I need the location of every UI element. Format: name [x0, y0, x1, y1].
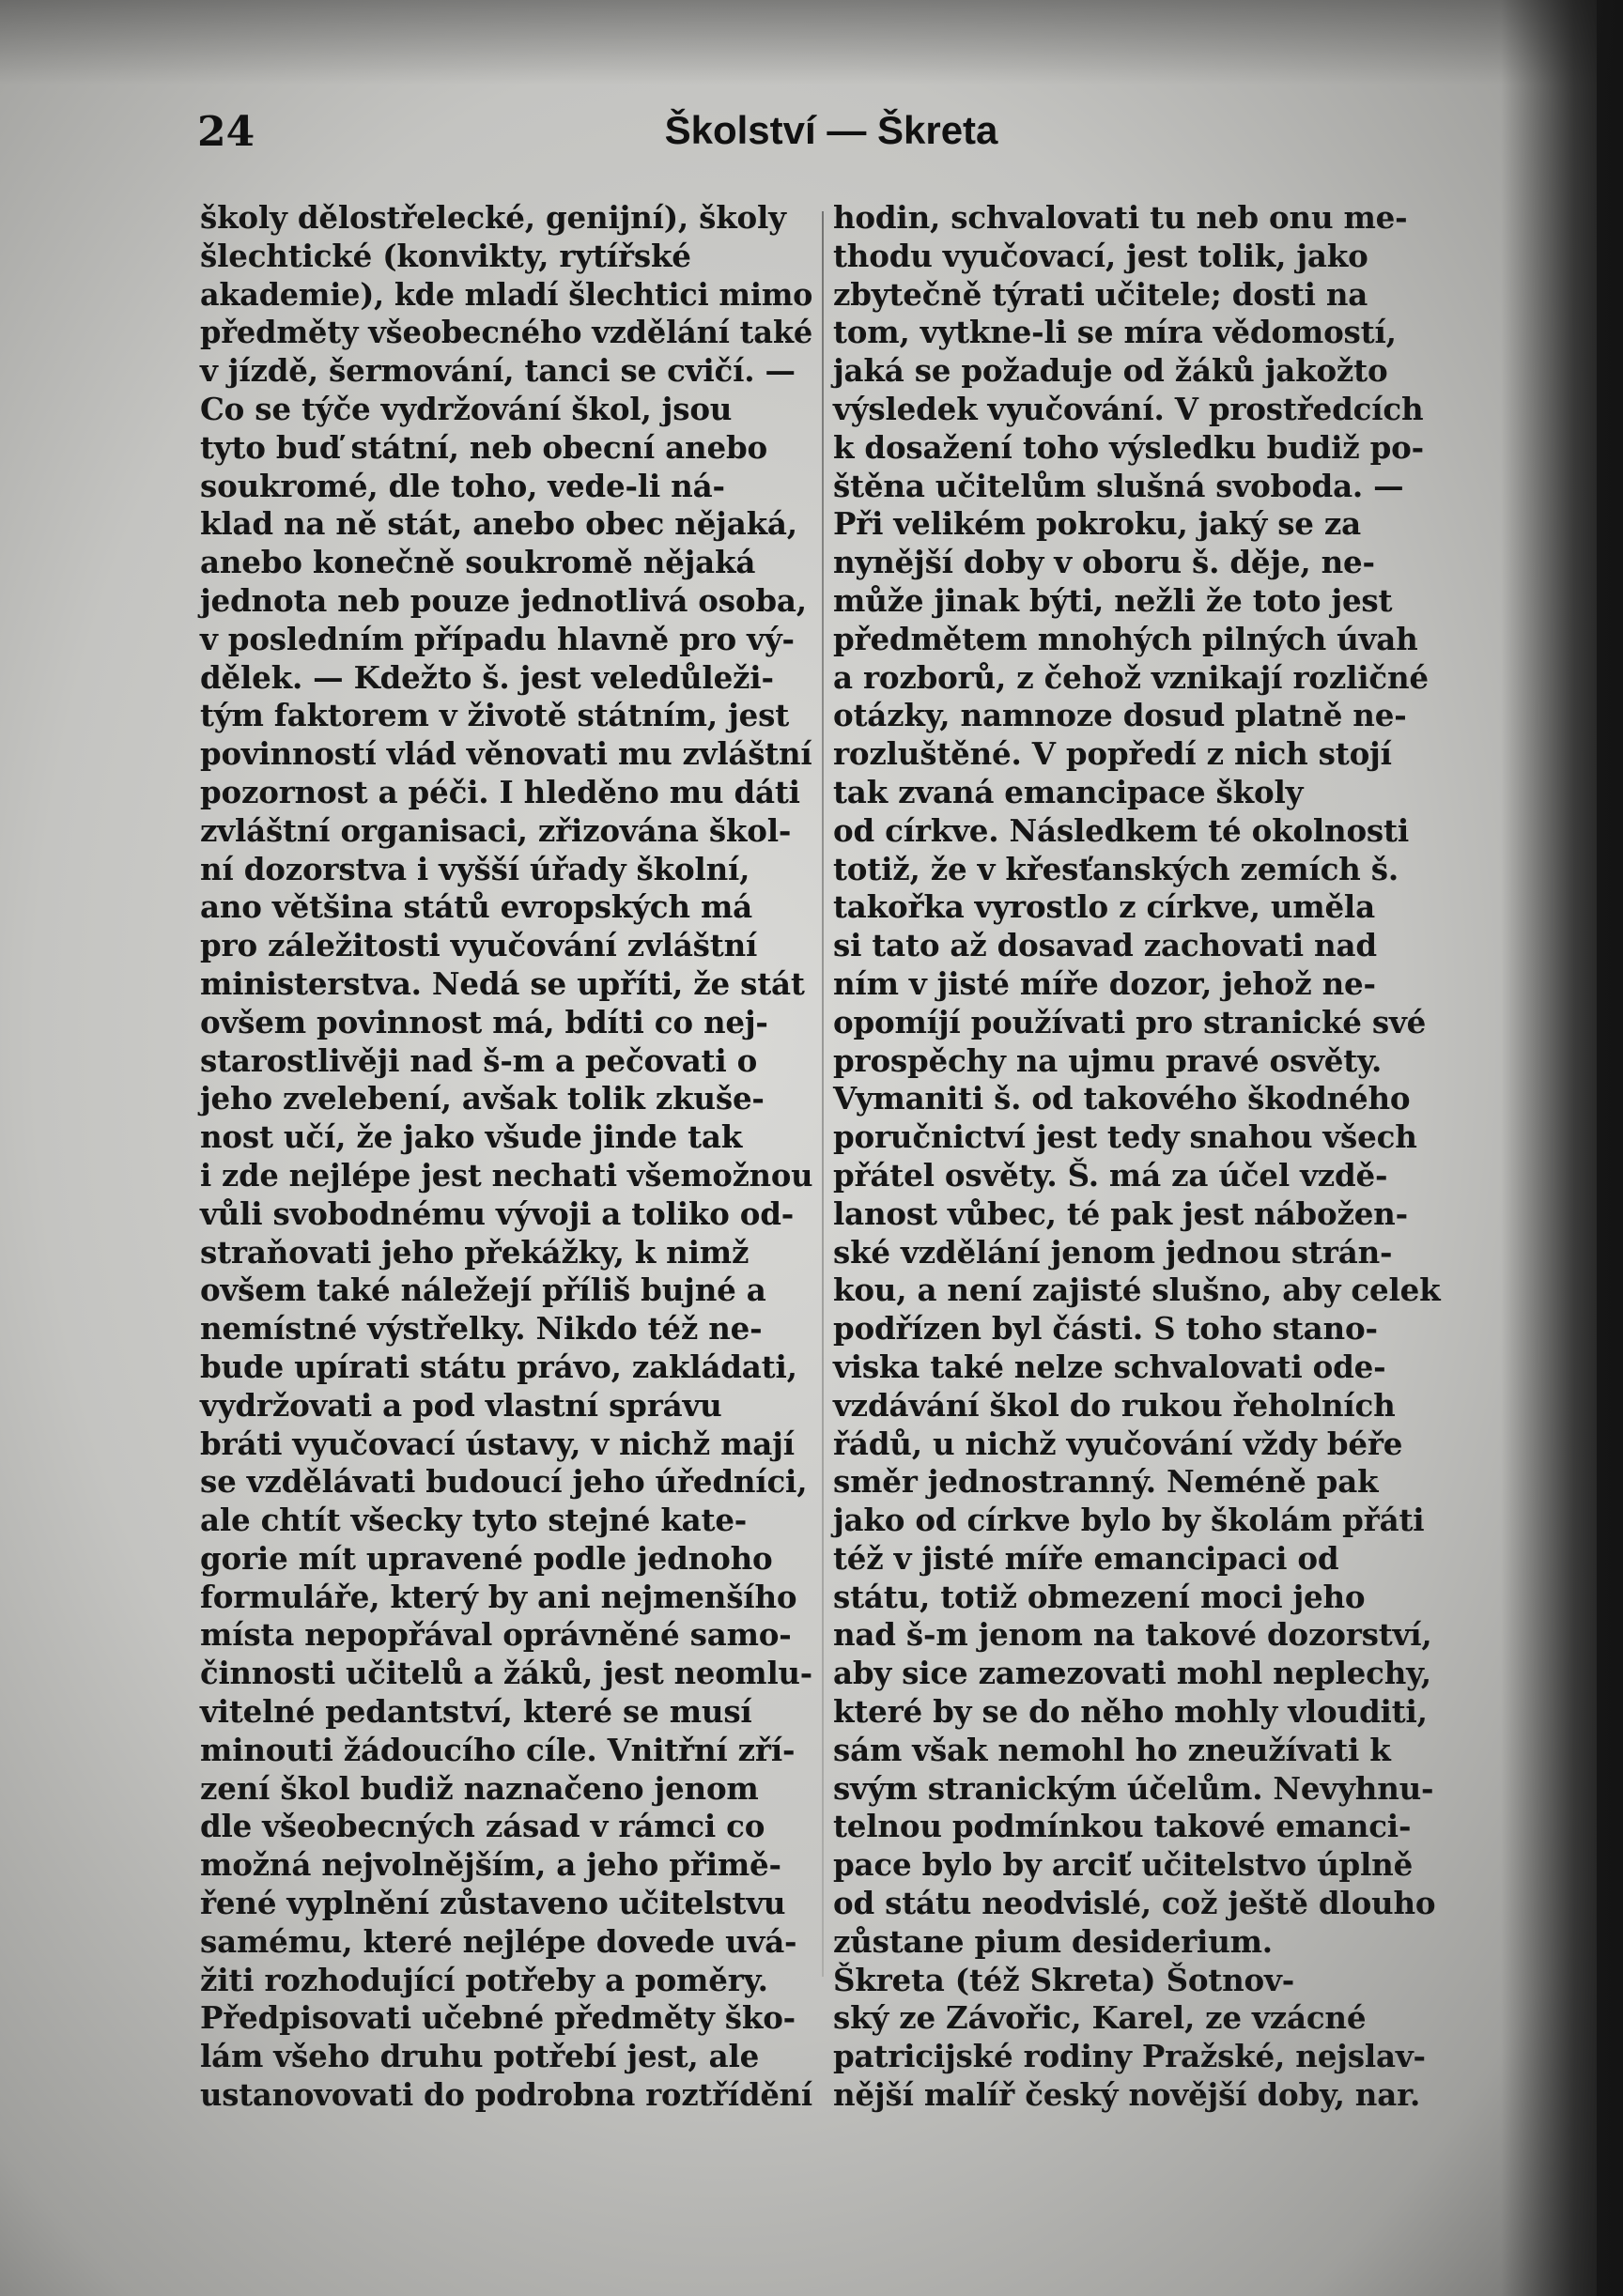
text-line: od církve. Následkem té okolnosti	[833, 811, 1409, 849]
text-line: soukromé, dle toho, vede-li ná-	[200, 467, 725, 504]
text-line: zbytečně týrati učitele; dosti na	[833, 275, 1368, 313]
text-line: jaká se požaduje od žáků jakožto	[833, 352, 1388, 390]
text-line: činnosti učitelů a žáků, jest neomlu-	[200, 1655, 812, 1692]
text-line: zůstane pium desiderium.	[833, 1922, 1273, 1960]
text-line: žiti rozhodující potřeby a poměry.	[200, 1961, 768, 1998]
text-line: i zde nejlépe jest nechati všemožnou	[200, 1156, 813, 1194]
text-line: jeho zvelebení, avšak tolik zkuše-	[200, 1080, 765, 1117]
text-line: zení škol budiž naznačeno jenom	[200, 1769, 759, 1807]
text-line: jako od církve bylo by školám přáti	[833, 1502, 1425, 1539]
text-line: Při velikém pokroku, jaký se za	[833, 505, 1362, 543]
text-line: státu, totiž obmezení moci jeho	[833, 1578, 1366, 1615]
text-line: jednota neb pouze jednotlivá osoba,	[200, 581, 807, 619]
text-line: otázky, namnoze dosud platně ne-	[833, 697, 1407, 734]
text-line: směr jednostranný. Neméně pak	[833, 1463, 1379, 1501]
text-line: štěna učitelům slušná svoboda. —	[833, 467, 1404, 504]
text-line: vitelné pedantství, které se musí	[200, 1693, 752, 1731]
text-line: možná nejvolnějším, a jeho přimě-	[200, 1846, 781, 1884]
text-line: lám všeho druhu potřebí jest, ale	[200, 2038, 760, 2075]
text-line: prospěchy na ujmu pravé osvěty.	[833, 1041, 1383, 1079]
right-text-column	[833, 199, 1442, 2115]
text-line: gorie mít upravené podle jednoho	[200, 1539, 773, 1577]
text-line: nad š-m jenom na takové dozorství,	[833, 1616, 1432, 1654]
text-line: ní dozorstva i vyšší úřady školní,	[200, 850, 750, 887]
text-line: straňovati jeho překážky, k nimž	[200, 1233, 750, 1271]
text-line: předmětem mnohých pilných úvah	[833, 620, 1418, 657]
text-line: svým stranickým účelům. Nevyhnu-	[833, 1769, 1434, 1807]
text-line: klad na ně stát, anebo obec nějaká,	[200, 505, 797, 543]
page-shadow-top	[0, 0, 1623, 85]
text-line: ské vzdělání jenom jednou strán-	[833, 1233, 1393, 1271]
text-line: bráti vyučovací ústavy, v nichž mají	[200, 1425, 795, 1462]
text-line: pace bylo by arciť učitelstvo úplně	[833, 1846, 1414, 1884]
text-line: vzdávání škol do rukou řeholních	[833, 1386, 1396, 1424]
text-line: ale chtít všecky tyto stejné kate-	[200, 1502, 748, 1539]
text-line: vydržovati a pod vlastní správu	[200, 1386, 722, 1424]
text-line: si tato až dosavad zachovati nad	[833, 927, 1377, 964]
text-line: poručnictví jest tedy snahou všech	[833, 1118, 1417, 1156]
text-line: nější malíř český novější doby, nar.	[833, 2076, 1421, 2114]
text-line: též v jisté míře emancipaci od	[833, 1539, 1339, 1577]
text-line: Vymaniti š. od takového škodného	[833, 1080, 1411, 1117]
page-number: 24	[197, 108, 255, 156]
text-line: bude upírati státu právo, zakládati,	[200, 1348, 797, 1385]
text-line: takořka vyrostlo z církve, uměla	[833, 888, 1375, 926]
text-line: a rozborů, z čehož vznikají rozličné	[833, 658, 1429, 696]
text-line: řádů, u nichž vyučování vždy béře	[833, 1425, 1403, 1462]
text-line: nost učí, že jako všude jinde tak	[200, 1118, 743, 1156]
text-line: podřízen byl části. S toho stano-	[833, 1310, 1378, 1348]
running-title: Školství — Škreta	[664, 108, 998, 152]
text-line: viska také nelze schvalovati ode-	[833, 1348, 1386, 1385]
text-line: thodu vyučovací, jest tolik, jako	[833, 237, 1368, 274]
text-line: řené vyplnění zůstaveno učitelstvu	[200, 1885, 786, 1922]
text-line: hodin, schvalovati tu neb onu me-	[833, 199, 1408, 236]
left-text-column	[200, 199, 812, 2115]
text-line: v posledním případu hlavně pro vý-	[200, 620, 795, 657]
text-line: tým faktorem v životě státním, jest	[200, 697, 790, 734]
text-line: patricijské rodiny Pražské, nejslav-	[833, 2038, 1426, 2075]
text-line: ský ze Závořic, Karel, ze vzácné	[833, 1999, 1367, 2037]
text-line: šlechtické (konvikty, rytířské	[200, 237, 691, 274]
text-line: přátel osvěty. Š. má za účel vzdě-	[833, 1156, 1388, 1194]
text-line: ministerstva. Nedá se upříti, že stát	[200, 964, 805, 1002]
text-line: výsledek vyučování. V prostředcích	[833, 390, 1424, 427]
text-line: pro záležitosti vyučování zvláštní	[200, 927, 758, 964]
text-line: povinností vlád věnovati mu zvláštní	[200, 735, 812, 773]
column-divider	[822, 211, 824, 1977]
text-line: školy dělostřelecké, genijní), školy	[200, 199, 786, 236]
text-line: rozluštěné. V popředí z nich stojí	[833, 735, 1392, 773]
text-line: minouti žádoucího cíle. Vnitřní zří-	[200, 1731, 796, 1768]
text-line: k dosažení toho výsledku budiž po-	[833, 428, 1424, 466]
text-line: ustanovovati do podrobna roztřídění	[200, 2076, 812, 2114]
text-line: opomíjí používati pro stranické své	[833, 1003, 1427, 1040]
text-line: dle všeobecných zásad v rámci co	[200, 1808, 765, 1845]
text-line: telnou podmínkou takové emanci-	[833, 1808, 1412, 1845]
text-line: tom, vytkne-li se míra vědomostí,	[833, 314, 1397, 351]
text-line: ovšem povinnost má, bdíti co nej-	[200, 1003, 768, 1040]
text-line: tak zvaná emancipace školy	[833, 773, 1304, 810]
text-line: akademie), kde mladí šlechtici mimo	[200, 275, 813, 313]
text-line: samému, které nejlépe dovede uvá-	[200, 1922, 797, 1960]
text-line: předměty všeobecného vzdělání také	[200, 314, 813, 351]
text-line: v jízdě, šermování, tanci se cvičí. —	[200, 352, 796, 390]
text-line: Co se týče vydržování škol, jsou	[200, 390, 733, 427]
text-line: totiž, že v křesťanských zemích š.	[833, 850, 1399, 887]
text-line: ním v jisté míře dozor, jehož ne-	[833, 964, 1376, 1002]
text-line: kou, a není zajisté slušno, aby celek	[833, 1271, 1441, 1309]
page-header	[197, 108, 1465, 164]
text-line: lanost vůbec, té pak jest nábožen-	[833, 1194, 1408, 1232]
text-line: se vzdělávati budoucí jeho úředníci,	[200, 1463, 808, 1501]
text-line: ano většina států evropských má	[200, 888, 752, 926]
text-line: od státu neodvislé, což ještě dlouho	[833, 1885, 1436, 1922]
text-line: formuláře, který by ani nejmenšího	[200, 1578, 797, 1615]
text-line: pozornost a péči. I hleděno mu dáti	[200, 773, 800, 810]
text-line: ovšem také náležejí příliš bujné a	[200, 1271, 766, 1309]
text-line: zvláštní organisaci, zřizována škol-	[200, 811, 792, 849]
text-line: anebo konečně soukromě nějaká	[200, 544, 756, 581]
text-line: může jinak býti, nežli že toto jest	[833, 581, 1393, 619]
text-line: starostlivěji nad š-m a pečovati o	[200, 1041, 758, 1079]
text-line: tyto buď státní, neb obecní anebo	[200, 428, 767, 466]
text-line: Předpisovati učebné předměty ško-	[200, 1999, 796, 2037]
text-line: sám však nemohl ho zneužívati k	[833, 1731, 1391, 1768]
text-line: dělek. — Kdežto š. jest veledůleži-	[200, 658, 774, 696]
text-line: místa nepopřával oprávněné samo-	[200, 1616, 792, 1654]
text-line: Škreta (též Skreta) Šotnov-	[833, 1961, 1295, 1998]
text-line: nemístné výstřelky. Nikdo též ne-	[200, 1310, 763, 1348]
text-line: vůli svobodnému vývoji a toliko od-	[200, 1194, 795, 1232]
page-shadow-right	[1501, 0, 1623, 2296]
text-line: aby sice zamezovati mohl neplechy,	[833, 1655, 1431, 1692]
text-line: které by se do něho mohly vlouditi,	[833, 1693, 1428, 1731]
text-line: nynější doby v oboru š. děje, ne-	[833, 544, 1375, 581]
